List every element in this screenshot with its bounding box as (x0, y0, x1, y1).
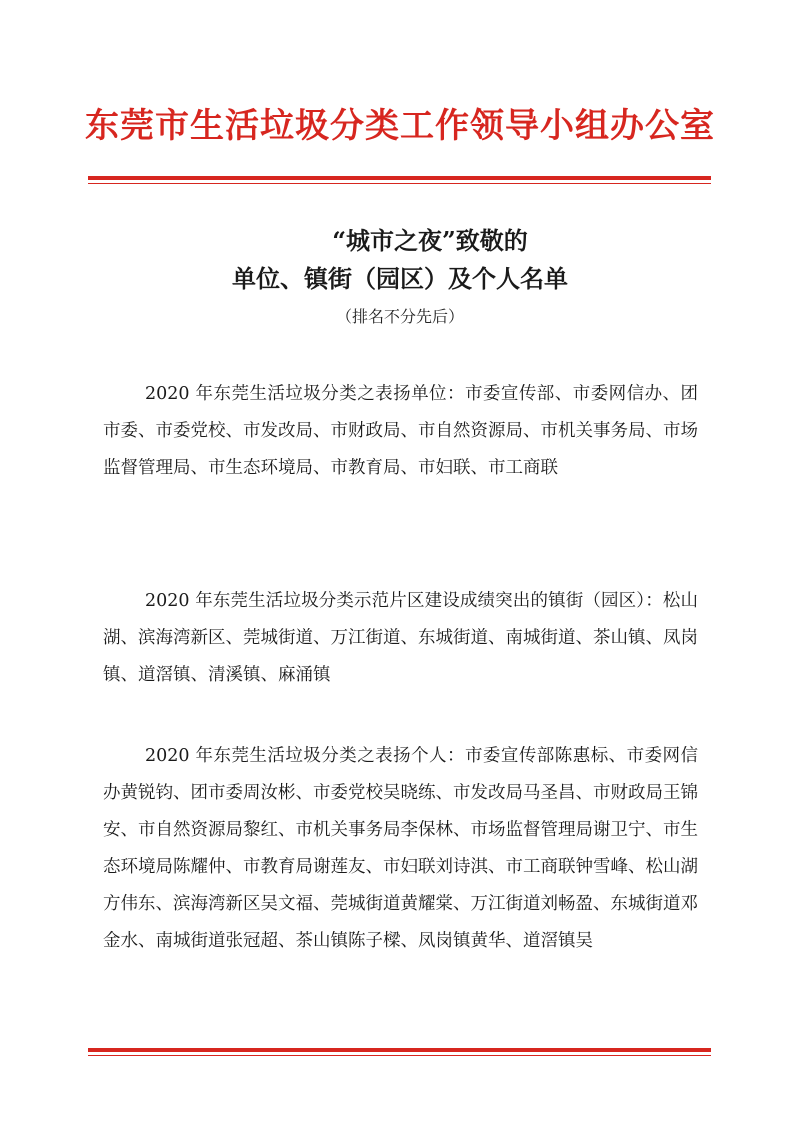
title-block (0, 222, 800, 334)
section-towns (103, 583, 698, 694)
letterhead-rule-bottom (88, 1048, 711, 1056)
section-towns-text: 松山湖、滨海湾新区、莞城街道、万江街道、东城街道、南城街道、茶山镇、凤岗镇、道滘镇、清溪镇、麻涌镇 (103, 591, 699, 685)
section-individuals (103, 738, 698, 960)
rule-thick-line (88, 1048, 711, 1052)
section-units-text: 市委宣传部、市委网信办、团市委、市委党校、市发改局、市财政局、市自然资源局、市机关事务局、市场监督管理局、市生态环境局、市教育局、市妇联、市工商联 (103, 384, 698, 478)
section-units (103, 376, 698, 487)
section-individuals-paragraph (103, 738, 698, 960)
title-line-1: “城市之夜”致敬的 (332, 226, 528, 255)
section-towns-label: 2020 年东莞生活垃圾分类示范片区建设成绩突出的镇街（园区）： (145, 591, 663, 611)
rule-thin-line (88, 183, 711, 184)
section-units-label: 2020 年东莞生活垃圾分类之表扬单位： (145, 384, 465, 404)
letterhead-rule-top (88, 176, 711, 184)
section-units-paragraph (103, 376, 698, 487)
section-individuals-label: 2020 年东莞生活垃圾分类之表扬个人： (145, 746, 465, 766)
rule-thin-line (88, 1055, 711, 1056)
letterhead-org-name: 东莞市生活垃圾分类工作领导小组办公室 (85, 106, 715, 146)
rule-thick-line (88, 176, 711, 180)
section-individuals-text: 市委宣传部陈惠标、市委网信办黄锐钧、团市委周汝彬、市委党校吴晓练、市发改局马圣昌、市财政局王锦安、市自然资源局黎红、市机关事务局李保林、市场监督管理局谢卫宁、市生态环境局陈耀仲、市教育局谢莲友、市妇联刘诗淇、市工商联钟雪峰、松山湖方伟东、滨海湾新区吴文福、莞城街道黄耀棠、万江街道刘畅盈、东城街道邓金水、南城街道张冠超、茶山镇陈子樑、凤岗镇黄华、道滘镇吴 (103, 746, 698, 951)
section-towns-paragraph (103, 583, 698, 694)
letterhead (0, 96, 800, 156)
title-subtitle: （排名不分先后） (335, 307, 464, 326)
title-line-2: 单位、镇街（园区）及个人名单 (232, 264, 568, 293)
